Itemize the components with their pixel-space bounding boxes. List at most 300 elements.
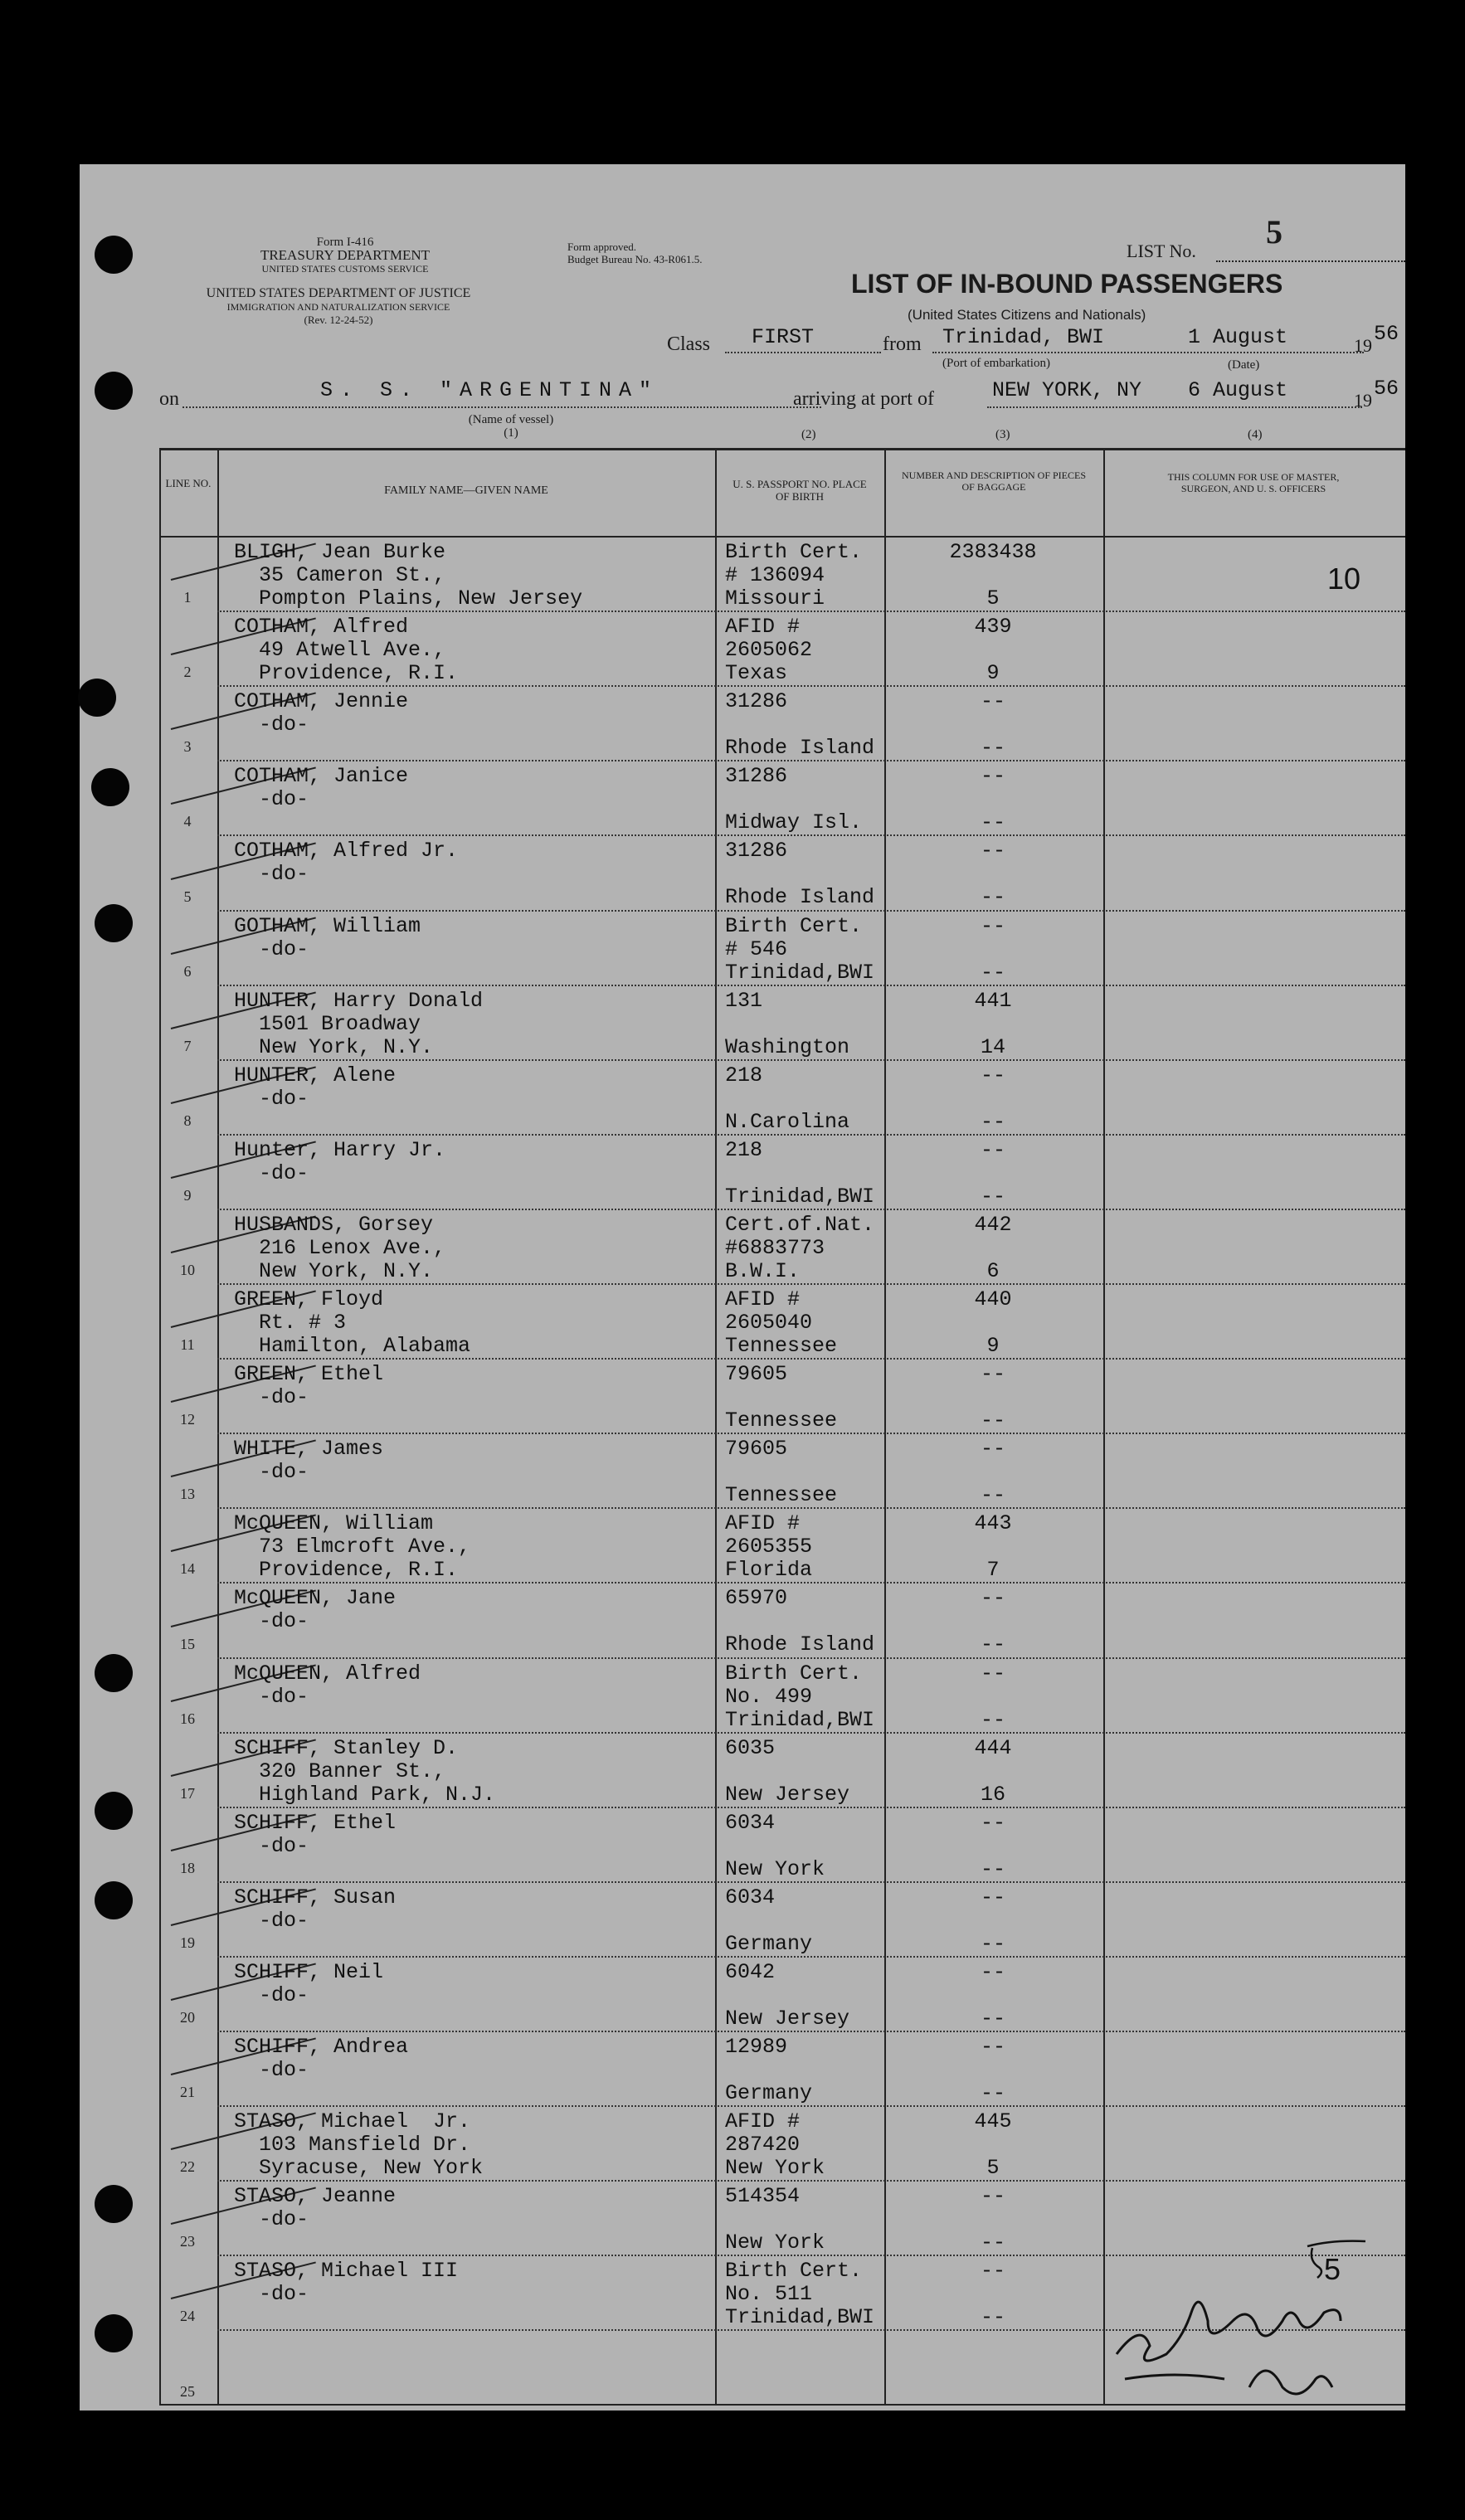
passport-info-line <box>725 1461 837 1484</box>
passenger-name-line: McQUEEN, Jane <box>234 1586 397 1611</box>
baggage-info-line <box>898 2208 1088 2231</box>
baggage-info-line: -- <box>980 1408 1005 1433</box>
passport-info-line: 79605 <box>725 1362 788 1387</box>
baggage-info <box>898 1363 1088 1433</box>
passenger-name-line: -do- <box>234 713 309 737</box>
passport-info-line: New York <box>725 2231 825 2255</box>
column-caption-1: (1) <box>504 426 518 440</box>
baggage-info <box>898 839 1088 909</box>
baggage-info-line <box>898 1311 1088 1335</box>
passport-info-line <box>725 1386 837 1409</box>
line-number: 22 <box>180 2158 195 2176</box>
passport-info-line <box>725 2208 825 2231</box>
passport-info-line: Rhode Island <box>725 736 875 761</box>
officer-signature <box>1108 2238 1405 2411</box>
passenger-name-line: -do- <box>234 1684 309 1709</box>
passenger-name-line: 35 Cameron St., <box>234 563 446 587</box>
baggage-info-line: -- <box>980 885 1005 910</box>
line-number: 12 <box>180 1411 195 1428</box>
passport-info-line: 2605355 <box>725 1535 813 1559</box>
baggage-info-line <box>898 1760 1088 1783</box>
passenger-name-line: -do- <box>234 2058 309 2082</box>
baggage-info-line <box>898 713 1088 737</box>
passport-info-line <box>725 1984 849 2007</box>
baggage-info-line <box>898 788 1088 811</box>
passenger-name-line: GREEN, Ethel <box>234 1362 384 1387</box>
passport-info-line: Rhode Island <box>725 1632 875 1657</box>
passport-info <box>725 915 874 985</box>
passenger-name <box>234 690 408 737</box>
passport-info-line: Midway Isl. <box>725 810 863 835</box>
baggage-info-line <box>898 1984 1088 2007</box>
arriving-label: arriving at port of <box>793 388 934 410</box>
line-number: 25 <box>180 2382 195 2400</box>
baggage-info-line: -- <box>980 1810 1005 1835</box>
passenger-name <box>234 2185 396 2231</box>
passport-info-line: Trinidad,BWI <box>725 960 875 985</box>
passport-info-line: AFID # <box>725 1287 801 1311</box>
passport-info-line: New Jersey <box>725 1782 850 1807</box>
line-number: 3 <box>183 738 192 756</box>
passport-info-line: 6034 <box>725 1885 776 1909</box>
passenger-name <box>234 765 408 811</box>
passport-info-line: 12989 <box>725 2035 788 2059</box>
line-number: 10 <box>180 1262 195 1278</box>
ins-service: IMMIGRATION AND NATURALIZATION SERVICE <box>226 301 450 313</box>
passenger-name-line: HUSBANDS, Gorsey <box>234 1212 434 1237</box>
passport-info <box>725 2260 874 2329</box>
baggage-info <box>898 990 1088 1059</box>
passenger-name-line: GOTHAM, William <box>234 913 421 938</box>
baggage-info-line: -- <box>980 2305 1005 2330</box>
passport-info-line: 131 <box>725 988 763 1013</box>
col-header-name: FAMILY NAME—GIVEN NAME <box>384 484 548 497</box>
passenger-name-line: -do- <box>234 2282 309 2307</box>
passenger-name <box>234 839 458 886</box>
passenger-name <box>234 1737 495 1807</box>
baggage-info-line <box>898 2283 1088 2306</box>
passport-info <box>725 1662 874 1732</box>
baggage-info-line: -- <box>980 736 1005 761</box>
class-value: FIRST <box>752 325 815 349</box>
vessel-name: S. S. "ARGENTINA" <box>320 378 659 402</box>
passport-info-line: # 136094 <box>725 563 825 587</box>
passport-info <box>725 1737 849 1807</box>
baggage-info-line: 5 <box>986 586 1000 611</box>
line-number: 13 <box>180 1486 195 1503</box>
passenger-name-line: -do- <box>234 1982 309 2007</box>
year-suffix-2: 56 <box>1374 377 1399 401</box>
baggage-info-line: 14 <box>980 1034 1005 1059</box>
passport-info <box>725 839 874 909</box>
line-number: 16 <box>180 1710 195 1727</box>
passenger-name <box>234 1214 445 1283</box>
passport-info-line: Texas <box>725 661 788 686</box>
baggage-info-line <box>898 1909 1088 1933</box>
passenger-name-line: -do- <box>234 2207 309 2232</box>
baggage-info-line: -- <box>980 1362 1005 1387</box>
passport-info-line <box>725 1013 849 1036</box>
from-label: from <box>883 333 922 355</box>
budget-bureau: Budget Bureau No. 43-R061.5. <box>567 253 703 265</box>
passenger-name-line: 320 Banner St., <box>234 1759 446 1783</box>
baggage-info-line <box>898 863 1088 886</box>
baggage-info-line: -- <box>980 2259 1005 2284</box>
passport-info-line: New York <box>725 2156 825 2181</box>
passenger-name-line: Providence, R.I. <box>234 1558 459 1583</box>
passenger-name-line: BLIGH, Jean Burke <box>234 540 446 564</box>
passport-info-line <box>725 788 862 811</box>
from-date: 1 August <box>1188 325 1288 349</box>
baggage-info-line <box>898 2133 1088 2157</box>
passenger-name-line: 73 Elmcroft Ave., <box>234 1535 471 1559</box>
passport-info-line: Trinidad,BWI <box>725 1184 875 1209</box>
baggage-info-line: -- <box>980 1856 1005 1881</box>
passport-info-line: 31286 <box>725 689 788 714</box>
passenger-name-line: COTHAM, Alfred Jr. <box>234 839 459 864</box>
passport-info-line: No. 499 <box>725 1684 813 1709</box>
baggage-info <box>898 1438 1088 1507</box>
baggage-info <box>898 690 1088 760</box>
list-no-label: LIST No. <box>1127 241 1196 261</box>
baggage-info-line: -- <box>980 2184 1005 2209</box>
baggage-info-line <box>898 2059 1088 2082</box>
passenger-name-line: 49 Atwell Ave., <box>234 638 446 663</box>
passenger-name-line: STASO, Jeanne <box>234 2184 397 2209</box>
passenger-name-line: SCHIFF, Andrea <box>234 2035 409 2059</box>
passport-info-line: 287420 <box>725 2133 801 2158</box>
passport-info <box>725 541 862 611</box>
passport-info-line: Birth Cert. <box>725 1661 863 1686</box>
col-header-officers: THIS COLUMN FOR USE OF MASTER, SURGEON, AND U. S. OFFICERS <box>1167 471 1340 494</box>
line-number: 8 <box>183 1112 192 1129</box>
baggage-info-line: 445 <box>974 2109 1012 2134</box>
passenger-name <box>234 2036 408 2082</box>
passenger-name-line: -do- <box>234 862 309 887</box>
passenger-name-line: -do- <box>234 1460 309 1485</box>
passenger-name-line: McQUEEN, Alfred <box>234 1661 421 1686</box>
baggage-info-line <box>898 1686 1088 1709</box>
baggage-info-line: 6 <box>986 1258 1000 1283</box>
passenger-name-line: -do- <box>234 1086 309 1111</box>
passenger-name-line: -do- <box>234 787 309 812</box>
baggage-info-line: -- <box>980 764 1005 789</box>
passenger-name-line: -do- <box>234 1385 309 1410</box>
passport-info-line: Trinidad,BWI <box>725 2305 875 2330</box>
baggage-info-line: -- <box>980 810 1005 835</box>
customs-service: UNITED STATES CUSTOMS SERVICE <box>261 263 429 275</box>
passenger-name-line: McQUEEN, William <box>234 1511 434 1536</box>
baggage-info <box>898 541 1088 611</box>
passport-info-line: Tennessee <box>725 1408 838 1433</box>
baggage-info-line <box>898 1386 1088 1409</box>
passenger-name <box>234 1363 383 1409</box>
passenger-name <box>234 1512 470 1582</box>
baggage-info-line: 7 <box>986 1558 1000 1583</box>
passenger-name <box>234 2260 458 2306</box>
passport-info-line: 2605062 <box>725 638 813 663</box>
baggage-info-line: 9 <box>986 1334 1000 1358</box>
passport-info-line: Trinidad,BWI <box>725 1707 875 1732</box>
baggage-info <box>898 2110 1088 2180</box>
year-prefix: 19 <box>1354 335 1372 356</box>
baggage-info <box>898 765 1088 834</box>
manifest-page <box>80 164 1405 2411</box>
line-number: 20 <box>180 2009 195 2026</box>
baggage-info-line: 439 <box>974 615 1012 640</box>
line-number: 7 <box>183 1037 192 1054</box>
passenger-name-line: SCHIFF, Stanley D. <box>234 1735 459 1760</box>
column-caption-4: (4) <box>1248 428 1263 441</box>
baggage-info <box>898 2260 1088 2329</box>
baggage-info <box>898 1662 1088 1732</box>
line-number: 5 <box>183 888 192 905</box>
passenger-name-line: New York, N.Y. <box>234 1034 434 1059</box>
passport-info-line: Birth Cert. <box>725 2259 863 2284</box>
passport-info-line: New Jersey <box>725 2006 850 2031</box>
line-number: 18 <box>180 1859 195 1876</box>
passenger-name-line: Rt. # 3 <box>234 1311 347 1335</box>
arrival-date: 6 August <box>1188 378 1288 402</box>
passport-info-line: Rhode Island <box>725 885 875 910</box>
passport-info <box>725 1886 812 1956</box>
passport-info-line: Germany <box>725 2081 813 2105</box>
baggage-info-line: -- <box>980 689 1005 714</box>
passenger-name-line: -do- <box>234 1908 309 1933</box>
passport-info-line: 2605040 <box>725 1311 813 1335</box>
baggage-info-line: -- <box>980 1063 1005 1087</box>
form-title: LIST OF IN-BOUND PASSENGERS <box>851 269 1283 299</box>
baggage-info <box>898 1886 1088 1956</box>
baggage-info-line <box>898 1461 1088 1484</box>
port-embark-caption: (Port of embarkation) <box>942 357 1050 370</box>
line-number: 9 <box>183 1186 192 1204</box>
baggage-info-line: 441 <box>974 988 1012 1013</box>
line-number: 15 <box>180 1635 195 1652</box>
date-caption: (Date) <box>1228 358 1260 372</box>
passport-info-line: New York <box>725 1856 825 1881</box>
passport-info-line: #6883773 <box>725 1235 825 1260</box>
passenger-name <box>234 541 582 611</box>
baggage-info <box>898 2036 1088 2105</box>
passport-info-line <box>725 2059 812 2082</box>
baggage-info-line: 16 <box>980 1782 1005 1807</box>
baggage-info-line: -- <box>980 1959 1005 1984</box>
baggage-info <box>898 1064 1088 1134</box>
baggage-info-line: -- <box>980 1707 1005 1732</box>
baggage-info <box>898 1587 1088 1656</box>
passenger-name-line: -do- <box>234 936 309 961</box>
passport-info-line: Florida <box>725 1558 813 1583</box>
form-number: Form I-416 <box>316 236 374 249</box>
baggage-info-line: -- <box>980 2035 1005 2059</box>
passport-info <box>725 1288 837 1358</box>
passport-info <box>725 1363 837 1433</box>
vessel-caption: (Name of vessel) <box>468 413 554 426</box>
column-caption-3: (3) <box>995 428 1010 441</box>
passenger-name <box>234 1139 445 1185</box>
baggage-info-line: 5 <box>986 2156 1000 2181</box>
baggage-info <box>898 2185 1088 2255</box>
baggage-info-line <box>898 1835 1088 1858</box>
passport-info-line: 31286 <box>725 764 788 789</box>
passport-info-line: AFID # <box>725 1511 801 1536</box>
passenger-name-line: Syracuse, New York <box>234 2156 484 2181</box>
passport-info-line <box>725 713 874 737</box>
passport-info <box>725 615 812 685</box>
passport-info-line <box>725 863 874 886</box>
passenger-name-line: Highland Park, N.J. <box>234 1782 496 1807</box>
baggage-info-line: -- <box>980 960 1005 985</box>
baggage-info-line: 443 <box>974 1511 1012 1536</box>
officer-note: 10 <box>1327 562 1361 596</box>
passenger-name <box>234 1812 396 1858</box>
passport-info <box>725 1438 837 1507</box>
passenger-name-line: 1501 Broadway <box>234 1011 421 1036</box>
from-port: Trinidad, BWI <box>942 325 1105 349</box>
revision: (Rev. 12-24-52) <box>304 314 373 326</box>
col-header-baggage: NUMBER AND DESCRIPTION OF PIECES OF BAGGAGE <box>901 469 1087 493</box>
line-number: 17 <box>180 1784 195 1802</box>
baggage-info <box>898 1288 1088 1358</box>
passport-info-line: 6035 <box>725 1735 776 1760</box>
baggage-info-line: -- <box>980 1885 1005 1909</box>
baggage-info-line: 442 <box>974 1212 1012 1237</box>
passenger-name-line: SCHIFF, Neil <box>234 1959 384 1984</box>
baggage-info-line <box>898 938 1088 961</box>
passport-info-line <box>725 1835 825 1858</box>
passenger-name-line: SCHIFF, Ethel <box>234 1810 397 1835</box>
passenger-name-line: Hunter, Harry Jr. <box>234 1137 446 1162</box>
passport-info-line: 65970 <box>725 1586 788 1611</box>
passport-info <box>725 1961 849 2031</box>
baggage-info-line: -- <box>980 1931 1005 1956</box>
passport-info-line: Washington <box>725 1034 850 1059</box>
baggage-info-line: -- <box>980 1184 1005 1209</box>
baggage-info-line: -- <box>980 1437 1005 1462</box>
passport-info-line: 218 <box>725 1137 763 1162</box>
baggage-info-line <box>898 564 1088 587</box>
passport-info-line: Missouri <box>725 586 825 611</box>
passenger-name-line: New York, N.Y. <box>234 1258 434 1283</box>
baggage-info-line: -- <box>980 1483 1005 1508</box>
passenger-name-line: 216 Lenox Ave., <box>234 1235 446 1260</box>
passport-info-line <box>725 1162 874 1185</box>
passport-info-line <box>725 1087 849 1111</box>
passport-info <box>725 1139 874 1209</box>
passenger-name-line: COTHAM, Alfred <box>234 615 409 640</box>
passport-info-line: Birth Cert. <box>725 540 863 564</box>
passport-info-line: N.Carolina <box>725 1109 850 1134</box>
passport-info-line: Germany <box>725 1931 813 1956</box>
baggage-info <box>898 1512 1088 1582</box>
officer-note: 5 <box>1324 2252 1341 2287</box>
passport-info <box>725 1214 874 1283</box>
baggage-info-line <box>898 1162 1088 1185</box>
passport-info <box>725 990 849 1059</box>
line-number: 14 <box>180 1560 195 1578</box>
baggage-info-line: -- <box>980 2006 1005 2031</box>
line-number: 23 <box>180 2233 195 2250</box>
baggage-info-line: -- <box>980 913 1005 938</box>
passenger-name-line: HUNTER, Alene <box>234 1063 397 1087</box>
baggage-info <box>898 915 1088 985</box>
passport-info-line: Tennessee <box>725 1334 838 1358</box>
passport-info-line: B.W.I. <box>725 1258 801 1283</box>
baggage-info-line: -- <box>980 1586 1005 1611</box>
passenger-name-line: -do- <box>234 1160 309 1185</box>
passenger-name <box>234 1288 470 1358</box>
passenger-name-line: Hamilton, Alabama <box>234 1334 471 1358</box>
baggage-info-line: 2383438 <box>949 540 1037 564</box>
passenger-name-line: -do- <box>234 1833 309 1858</box>
line-number: 1 <box>183 589 192 606</box>
on-label: on <box>159 388 179 410</box>
passport-info-line: 6034 <box>725 1810 776 1835</box>
list-no-value: 5 <box>1266 213 1282 251</box>
passport-info-line: Birth Cert. <box>725 913 863 938</box>
passenger-name-line: STASO, Michael Jr. <box>234 2109 471 2134</box>
passenger-name <box>234 915 421 961</box>
baggage-info-line <box>898 1610 1088 1633</box>
baggage-info <box>898 1139 1088 1209</box>
baggage-info-line <box>898 1237 1088 1260</box>
line-number: 19 <box>180 1934 195 1951</box>
passport-info <box>725 765 862 834</box>
passenger-name-line: COTHAM, Jennie <box>234 689 409 714</box>
passenger-name <box>234 1064 396 1111</box>
col-header-passport: U. S. PASSPORT NO. PLACE OF BIRTH <box>732 478 867 503</box>
passport-info-line: AFID # <box>725 2109 801 2134</box>
justice-dept: UNITED STATES DEPARTMENT OF JUSTICE <box>206 286 471 300</box>
passport-info <box>725 2036 812 2105</box>
form-approved: Form approved. <box>567 241 637 253</box>
baggage-info-line: -- <box>980 1661 1005 1686</box>
passenger-name-line: GREEN, Floyd <box>234 1287 384 1311</box>
year-suffix: 56 <box>1374 322 1399 346</box>
passport-info <box>725 1064 849 1134</box>
passenger-name-line: WHITE, James <box>234 1437 384 1462</box>
passport-info-line: 218 <box>725 1063 763 1087</box>
line-number: 24 <box>180 2308 195 2325</box>
passport-info <box>725 1512 812 1582</box>
passenger-name-line: STASO, Michael III <box>234 2259 459 2284</box>
passport-info-line: # 546 <box>725 936 788 961</box>
passenger-name-line: -do- <box>234 1609 309 1634</box>
passport-info <box>725 2110 825 2180</box>
passport-info-line <box>725 1760 849 1783</box>
column-caption-2: (2) <box>801 428 816 441</box>
passport-info <box>725 1587 874 1656</box>
baggage-info-line: -- <box>980 1632 1005 1657</box>
passport-info <box>725 690 874 760</box>
line-number: 2 <box>183 664 192 681</box>
passport-info <box>725 2185 825 2255</box>
passport-info-line: Cert.of.Nat. <box>725 1212 875 1237</box>
passport-info-line: No. 511 <box>725 2282 813 2307</box>
passport-info-line: 31286 <box>725 839 788 864</box>
line-number: 21 <box>180 2084 195 2101</box>
passenger-name <box>234 615 458 685</box>
passport-info-line: 514354 <box>725 2184 801 2209</box>
arrival-port: NEW YORK, NY <box>992 378 1142 402</box>
passenger-name-line: SCHIFF, Susan <box>234 1885 397 1909</box>
passenger-name-line: Pompton Plains, New Jersey <box>234 586 583 611</box>
baggage-info-line <box>898 1535 1088 1559</box>
passenger-name-line: HUNTER, Harry Donald <box>234 988 484 1013</box>
baggage-info <box>898 1737 1088 1807</box>
line-number: 4 <box>183 813 192 830</box>
